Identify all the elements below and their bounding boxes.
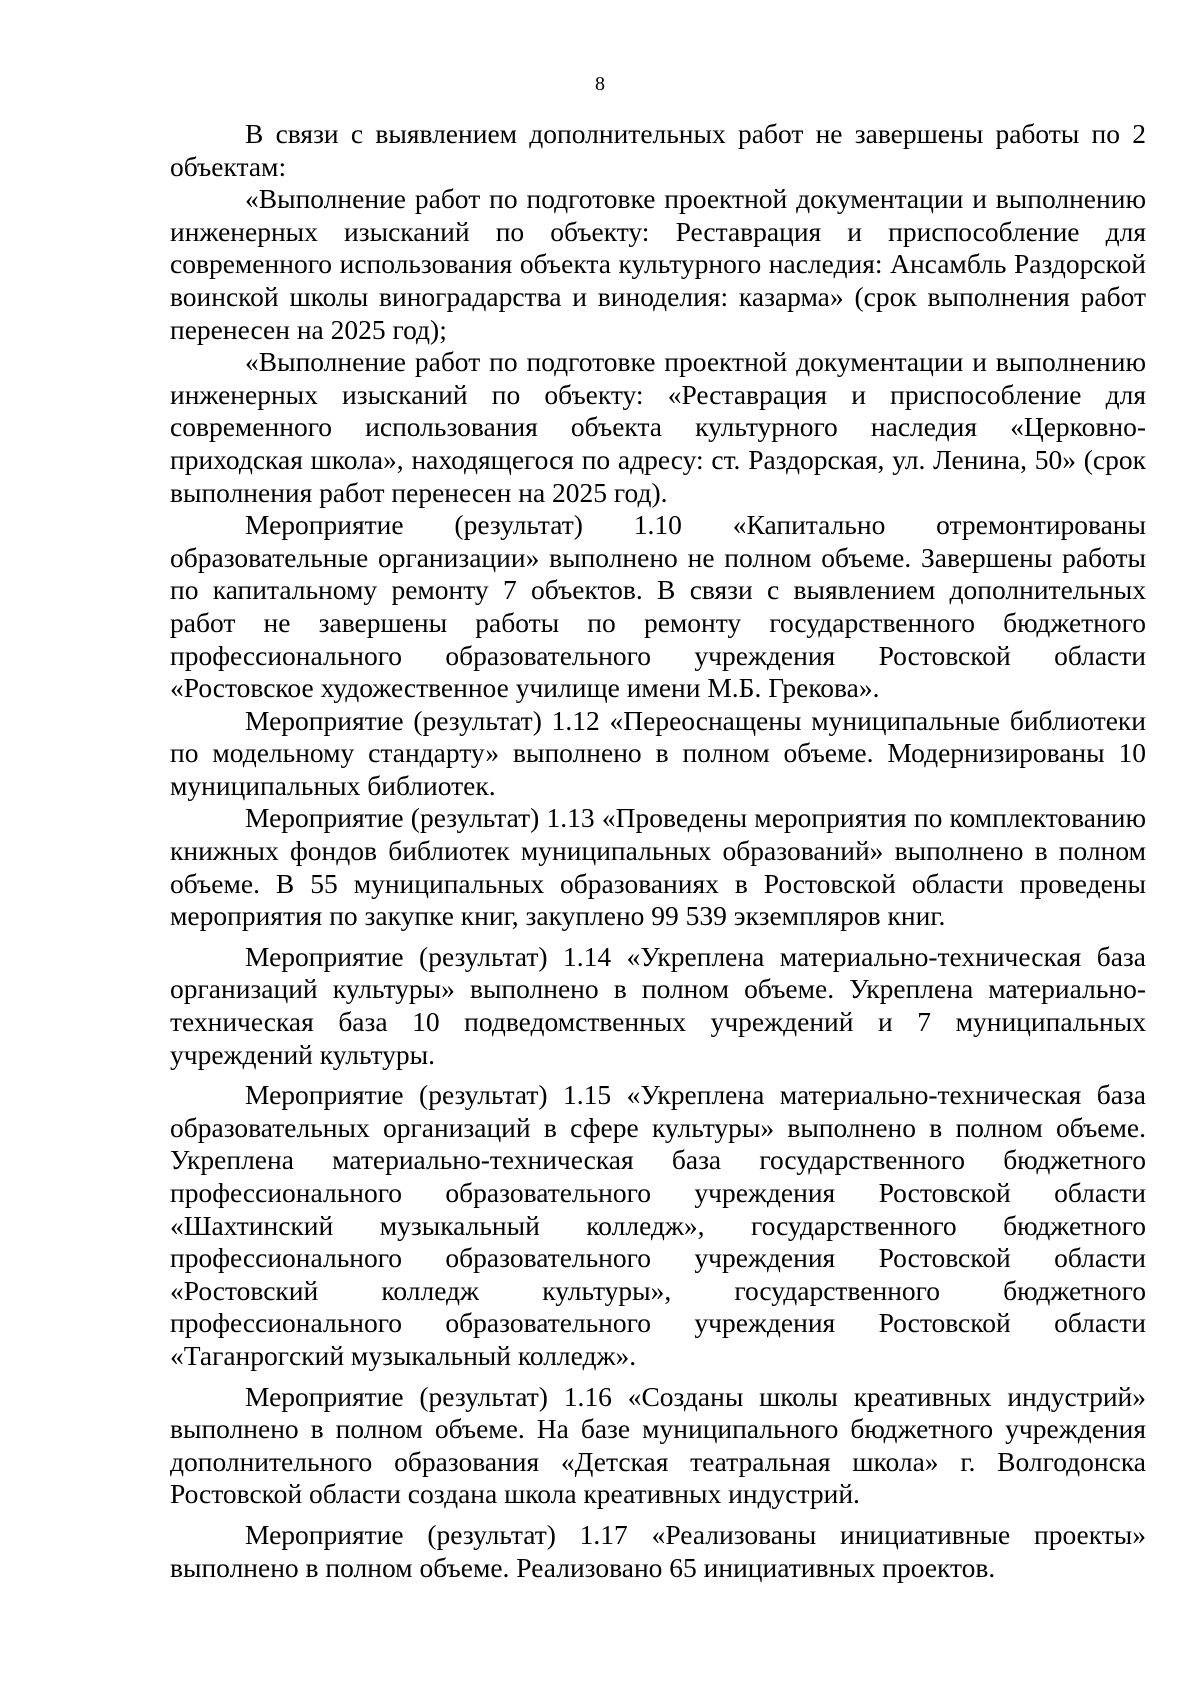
paragraph-measure-1-14: Мероприятие (результат) 1.14 «Укреплена материально-техническая база организаций культуры» выполнено в полном объеме. Укреплена материально-техническая база 10 подведомственных учреждений и 7 муниципальных учреждений культуры.	[170, 940, 1146, 1070]
paragraph-object-2: «Выполнение работ по подготовке проектной документации и выполнению инженерных изысканий по объекту: «Реставрация и приспособление для современного использования объекта культурного наследия «Церковно-приходская школа», находящегося по адресу: ст. Раздорская, ул. Ленина, 50» (срок выполнения работ перенесен на 2025 год).	[170, 346, 1146, 508]
document-body	[170, 118, 1146, 1584]
page-number: 8	[595, 73, 605, 95]
paragraph-measure-1-17: Мероприятие (результат) 1.17 «Реализованы инициативные проекты» выполнено в полном объеме. Реализовано 65 инициативных проектов.	[170, 1518, 1146, 1583]
paragraph-measure-1-16: Мероприятие (результат) 1.16 «Созданы школы креативных индустрий» выполнено в полном объеме. На базе муниципального бюджетного учреждения дополнительного образования «Детская театральная школа» г. Волгодонска Ростовской области создана школа креативных индустрий.	[170, 1380, 1146, 1510]
paragraph-measure-1-13: Мероприятие (результат) 1.13 «Проведены мероприятия по комплектованию книжных фондов библиотек муниципальных образований» выполнено в полном объеме. В 55 муниципальных образованиях в Ростовской области проведены мероприятия по закупке книг, закуплено 99 539 экземпляров книг.	[170, 802, 1146, 932]
paragraph-object-1: «Выполнение работ по подготовке проектной документации и выполнению инженерных изысканий по объекту: Реставрация и приспособление для современного использования объекта культурного наследия: Ансамбль Раздорской воинской школы виноградарства и виноделия: казарма» (срок выполнения работ перенесен на 2025 год);	[170, 183, 1146, 345]
paragraph-measure-1-12: Мероприятие (результат) 1.12 «Переоснащены муниципальные библиотеки по модельному стандарту» выполнено в полном объеме. Модернизированы 10 муниципальных библиотек.	[170, 704, 1146, 801]
paragraph-measure-1-10: Мероприятие (результат) 1.10 «Капитально отремонтированы образовательные организации» выполнено не полном объеме. Завершены работы по капитальному ремонту 7 объектов. В связи с выявлением дополнительных работ не завершены работы по ремонту государственного бюджетного профессионального образовательного учреждения Ростовской области «Ростовское художественное училище имени М.Б. Грекова».	[170, 509, 1146, 704]
paragraph-intro: В связи с выявлением дополнительных работ не завершены работы по 2 объектам:	[170, 118, 1146, 182]
paragraph-measure-1-15: Мероприятие (результат) 1.15 «Укреплена материально-техническая база образовательных организаций в сфере культуры» выполнено в полном объеме. Укреплена материально-техническая база государственного бюджетного профессионального образовательного учреждения Ростовской области «Шахтинский музыкальный колледж», государственного бюджетного профессионального образовательного учреждения Ростовской области «Ростовский колледж культуры», государственного бюджетного профессионального образовательного учреждения Ростовской области «Таганрогский музыкальный колледж».	[170, 1079, 1146, 1371]
